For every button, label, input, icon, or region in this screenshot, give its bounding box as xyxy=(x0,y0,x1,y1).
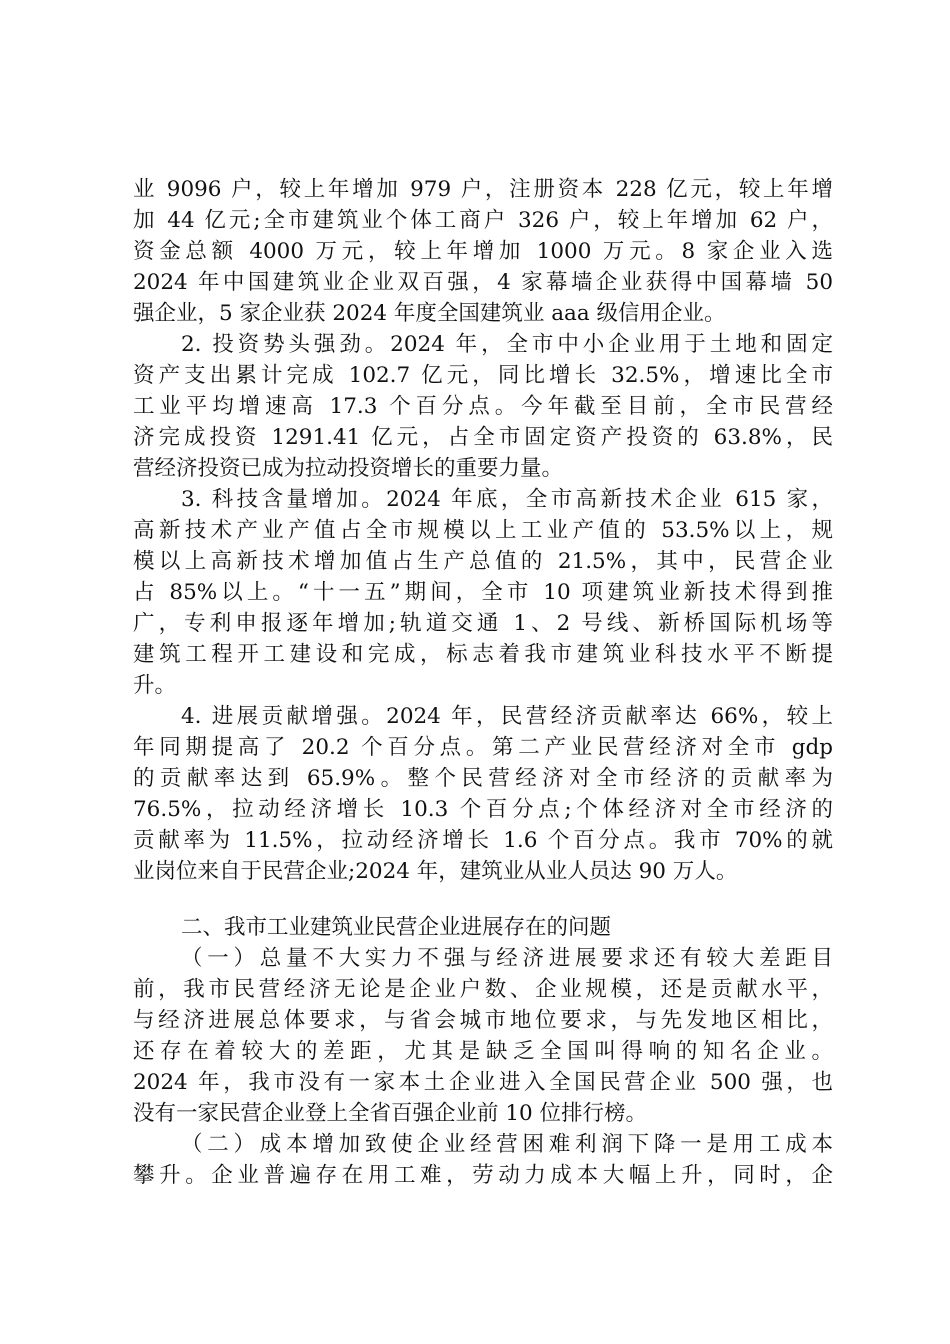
text-line: 76.5%，拉动经济增长 10.3 个百分点;个体经济对全市经济的 xyxy=(133,797,833,822)
paragraph-first-line: 4. 进展贡献增强。2024 年，民营经济贡献率达 66%，较上 xyxy=(181,704,833,729)
text-line: 加 44 亿元;全市建筑业个体工商户 326 户，较上年增加 62 户， xyxy=(133,208,833,233)
text-line: 济完成投资 1291.41 亿元，占全市固定资产投资的 63.8%，民 xyxy=(133,425,833,450)
text-line: 占 85%以上。“十一五”期间，全市 10 项建筑业新技术得到推 xyxy=(133,580,833,605)
text-line: 强企业，5 家企业获 2024 年度全国建筑业 aaa 级信用企业。 xyxy=(133,301,726,326)
paragraph-first-line: 2. 投资势头强劲。2024 年，全市中小企业用于土地和固定 xyxy=(181,332,833,357)
text-line: 营经济投资已成为拉动投资增长的重要力量。 xyxy=(133,456,564,481)
text-line: 业 9096 户，较上年增加 979 户，注册资本 228 亿元，较上年增 xyxy=(133,177,833,202)
text-line: 建筑工程开工建设和完成，标志着我市建筑业科技水平不断提 xyxy=(133,642,833,667)
text-line: 没有一家民营企业登上全省百强企业前 10 位排行榜。 xyxy=(133,1101,648,1126)
text-line: 模以上高新技术增加值占生产总值的 21.5%，其中，民营企业 xyxy=(133,549,833,574)
text-line: 业岗位来自于民营企业;2024 年，建筑业从业人员达 90 万人。 xyxy=(133,859,738,884)
text-line: 工业平均增速高 17.3 个百分点。今年截至目前，全市民营经 xyxy=(133,394,833,419)
text-line: 2024 年中国建筑业企业双百强，4 家幕墙企业获得中国幕墙 50 xyxy=(133,270,833,295)
text-line: 还存在着较大的差距，尤其是缺乏全国叫得响的知名企业。 xyxy=(133,1039,833,1064)
text-line: 攀升。企业普遍存在用工难，劳动力成本大幅上升，同时，企 xyxy=(133,1163,833,1188)
text-line: 升。 xyxy=(133,673,177,698)
text-line: 资金总额 4000 万元，较上年增加 1000 万元。8 家企业入选 xyxy=(133,239,833,264)
text-line: 前，我市民营经济无论是企业户数、企业规模，还是贡献水平， xyxy=(133,977,833,1002)
text-line: 资产支出累计完成 102.7 亿元，同比增长 32.5%，增速比全市 xyxy=(133,363,833,388)
text-line: 广，专利申报逐年增加;轨道交通 1、2 号线、新桥国际机场等 xyxy=(133,611,833,636)
paragraph-first-line: 3. 科技含量增加。2024 年底，全市高新技术企业 615 家， xyxy=(181,487,833,512)
text-line: 高新技术产业产值占全市规模以上工业产值的 53.5%以上，规 xyxy=(133,518,833,543)
paragraph-first-line: （一）总量不大实力不强与经济进展要求还有较大差距目 xyxy=(181,946,833,971)
text-line: 的贡献率达到 65.9%。整个民营经济对全市经济的贡献率为 xyxy=(133,766,833,791)
section-heading: 二、我市工业建筑业民营企业进展存在的问题 xyxy=(181,915,612,940)
text-line: 贡献率为 11.5%，拉动经济增长 1.6 个百分点。我市 70%的就 xyxy=(133,828,833,853)
text-line: 2024 年，我市没有一家本土企业进入全国民营企业 500 强，也 xyxy=(133,1070,833,1095)
text-line: 年同期提高了 20.2 个百分点。第二产业民营经济对全市 gdp xyxy=(133,735,833,760)
text-line: 与经济进展总体要求，与省会城市地位要求，与先发地区相比， xyxy=(133,1008,833,1033)
paragraph-first-line: （二）成本增加致使企业经营困难利润下降一是用工成本 xyxy=(181,1132,833,1157)
